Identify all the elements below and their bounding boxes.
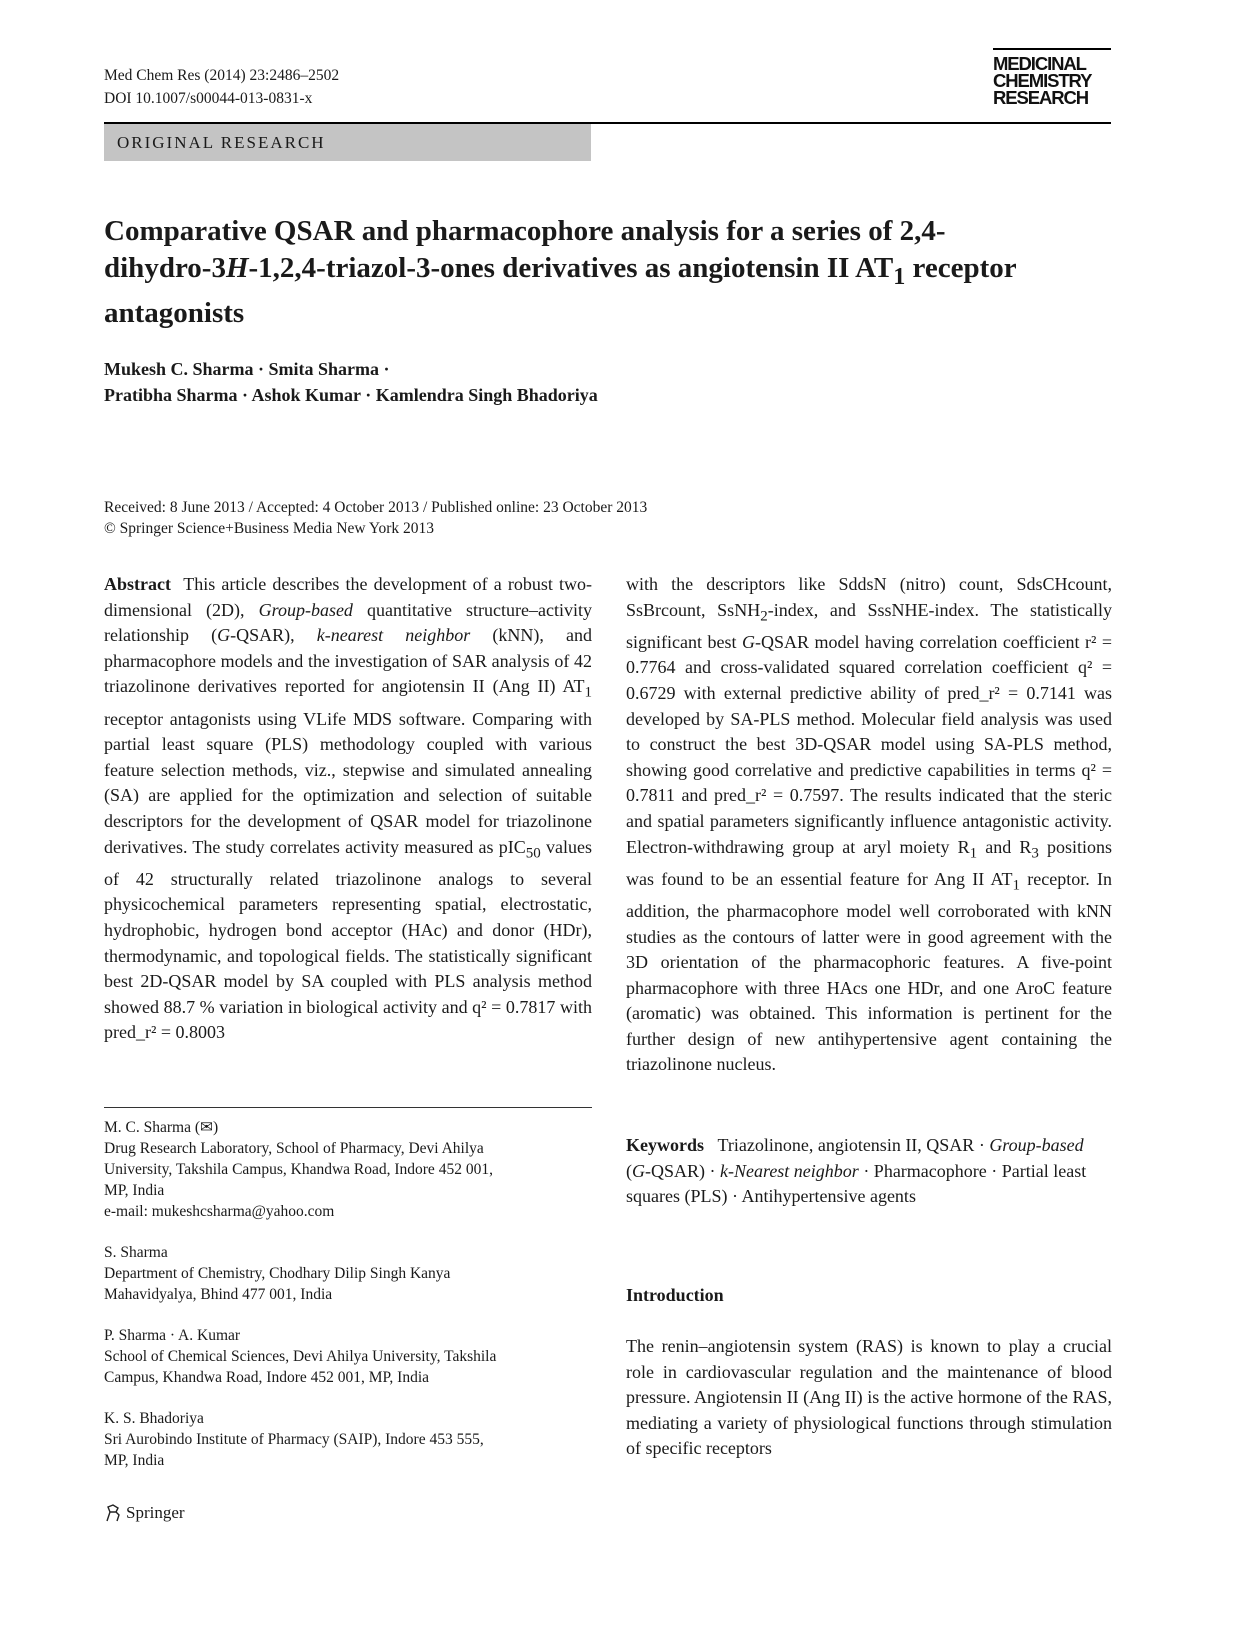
publisher-footer xyxy=(104,1503,185,1523)
keyword-text: Triazolinone, angiotensin II, QSAR · xyxy=(717,1135,990,1155)
abstract-text: receptor antagonists using VLife MDS software. Comparing with partial least square (PLS) methodology coupled with various feature selection methods, viz., stepwise and simulated annealing (SA) are applied for the optimization and selection of suitable descriptors for the development of QSAR model for triazolinone derivatives. The study correlates activity measured as pIC xyxy=(104,708,592,857)
publisher-name: Springer xyxy=(126,1503,185,1522)
keyword-text: ( xyxy=(626,1160,632,1181)
affiliation-line: University, Takshila Campus, Khandwa Road, Indore 452 001, xyxy=(104,1161,493,1178)
keywords xyxy=(626,1133,1112,1210)
abstract-text: (kNN), and pharmacophore models and the investigation of SAR analysis of 42 triazolinone derivatives reported for angiotensin II (Ang II) AT xyxy=(104,625,592,697)
author-list xyxy=(104,356,598,408)
abstract-text: receptor. In addition, the pharmacophore model well corroborated with kNN studies as the contours of latter were in good agreement with the 3D orientation of the pharmacophoric features. A five-point pharmacophore with three HAcs one HDr, and one AroC feature (aromatic) was obtained. This information is pertinent for the further design of new antihypertensive agent containing the triazolinone nucleus. xyxy=(626,868,1112,1075)
abstract-text: -index, and SssNHE-index. The statistically significant best xyxy=(626,599,1112,652)
affiliation-line: MP, India xyxy=(104,1182,165,1199)
affiliation-divider xyxy=(104,1107,592,1108)
abstract-subscript: 2 xyxy=(760,608,768,625)
affiliation-name: P. Sharma · A. Kumar xyxy=(104,1327,241,1344)
abstract-subscript: 3 xyxy=(1031,845,1039,862)
abstract-subscript: 1 xyxy=(969,845,978,862)
logo-line: RESEARCH xyxy=(993,87,1089,108)
affiliation-block xyxy=(104,1242,592,1305)
abstract-text: -QSAR), xyxy=(230,625,317,646)
article-title xyxy=(104,213,1024,332)
affiliation-block xyxy=(104,1408,592,1471)
abstract-italic: k-nearest neighbor xyxy=(316,625,471,646)
introduction-text: The renin–angiotensin system (RAS) is known to play a crucial role in cardiovascular regulation and the maintenance of blood pressure. Angiotensin II (Ang II) is the active hormone of the RAS, mediating a variety of physiological functions through stimulation of specific receptors xyxy=(626,1336,1112,1459)
authors-line: Mukesh C. Sharma · Smita Sharma · xyxy=(104,359,390,379)
keyword-text: -QSAR) · xyxy=(645,1160,720,1181)
title-italic: H xyxy=(225,252,249,284)
keyword-text: · Pharmacophore · Partial least squares (PLS) · Antihypertensive agents xyxy=(626,1160,1087,1207)
introduction-heading: Introduction xyxy=(626,1285,724,1305)
affiliation-line: Mahavidyalya, Bhind 477 001, India xyxy=(104,1286,333,1303)
abstract-text: and R xyxy=(977,836,1032,857)
authors-line: Pratibha Sharma · Ashok Kumar · Kamlendra Singh Bhadoriya xyxy=(104,385,598,405)
affiliation-email[interactable]: e-mail: mukeshcsharma@yahoo.com xyxy=(104,1203,335,1220)
title-subscript: 1 xyxy=(893,262,906,290)
keyword-italic: G xyxy=(632,1160,645,1181)
affiliation-line: Drug Research Laboratory, School of Pharmacy, Devi Ahilya xyxy=(104,1140,484,1157)
abstract-text: values of 42 structurally related triazolinone analogs to several physicochemical parameters representing spatial, electrostatic, hydrophobic, hydrogen bond acceptor (HAc) and donor (HDr), thermodynamic, and topological fields. The statistically significant best 2D-QSAR model by SA coupled with PLS analysis method showed 88.7 % variation in biological activity and q² = 0.7817 with pred_r² = 0.8003 xyxy=(104,836,593,1043)
doi-line: DOI 10.1007/s00044-013-0831-x xyxy=(104,90,313,107)
keyword-italic: k-Nearest neighbor xyxy=(720,1160,859,1181)
affiliation-line: MP, India xyxy=(104,1452,165,1469)
abstract-right-column xyxy=(626,572,1112,1078)
abstract-subscript: 1 xyxy=(1012,877,1020,894)
logo-line: MEDICINAL xyxy=(993,53,1086,74)
abstract-text: -QSAR model having correlation coefficient r² = 0.7764 and cross-validated squared correlation coefficient q² = 0.6729 with external predictive ability of pred_r² = 0.7141 was developed by SA-PLS method. Molecular field analysis was used to construct the best 3D-QSAR model using SA-PLS method, showing good correlative and predictive capabilities in terms q² = 0.7811 and pred_r² = 0.7597. The results indicated that the steric and spatial parameters significantly influence antagonistic activity. Electron-withdrawing group at aryl moiety R xyxy=(626,631,1112,857)
journal-citation xyxy=(104,64,339,110)
affiliation-line: Department of Chemistry, Chodhary Dilip Singh Kanya xyxy=(104,1265,451,1282)
affiliation-line: School of Chemical Sciences, Devi Ahilya University, Takshila xyxy=(104,1348,497,1365)
abstract-text: This article describes the development of a robust two-dimensional (2D), xyxy=(104,574,592,620)
citation-line: Med Chem Res (2014) 23:2486–2502 xyxy=(104,67,340,84)
publication-history xyxy=(104,497,647,539)
dates-line: Received: 8 June 2013 / Accepted: 4 October 2013 / Published online: 23 October 2013 xyxy=(104,499,648,516)
abstract-text: quantitative structure–activity relationship ( xyxy=(104,599,592,646)
affiliation-block xyxy=(104,1325,592,1388)
affiliation-name: S. Sharma xyxy=(104,1244,168,1261)
abstract-italic: G xyxy=(217,625,231,646)
affiliation-name: K. S. Bhadoriya xyxy=(104,1410,204,1427)
affiliation-line: Sri Aurobindo Institute of Pharmacy (SAIP), Indore 453 555, xyxy=(104,1431,484,1448)
affiliation-block xyxy=(104,1117,592,1222)
abstract-text: with the descriptors like SddsN (nitro) count, SdsCHcount, SsBrcount, SsNH xyxy=(626,574,1112,620)
abstract-italic: Group-based xyxy=(258,599,353,620)
abstract-label: Abstract xyxy=(104,574,171,594)
title-text: -1,2,4-triazol-3-ones derivatives as angiotensin II AT xyxy=(248,252,894,284)
journal-logo xyxy=(993,48,1111,106)
copyright-line: © Springer Science+Business Media New York 2013 xyxy=(104,520,435,537)
keyword-italic: Group-based xyxy=(989,1135,1084,1155)
affiliation-name: M. C. Sharma (✉) xyxy=(104,1119,219,1136)
abstract-italic: G xyxy=(741,631,755,652)
abstract-subscript: 1 xyxy=(584,684,592,701)
keywords-label: Keywords xyxy=(626,1135,704,1155)
abstract-text: positions was found to be an essential feature for Ang II AT xyxy=(626,836,1113,889)
title-text: receptor antagonists xyxy=(104,252,1017,329)
affiliations xyxy=(104,1117,592,1491)
abstract-left-column xyxy=(104,572,592,1046)
affiliation-line: Campus, Khandwa Road, Indore 452 001, MP, India xyxy=(104,1369,430,1386)
section-label: ORIGINAL RESEARCH xyxy=(104,124,591,161)
springer-horse-icon xyxy=(104,1503,122,1523)
logo-line: CHEMISTRY xyxy=(993,70,1092,91)
abstract-subscript: 50 xyxy=(525,845,541,862)
title-text: Comparative QSAR and pharmacophore analysis for a series of 2,4-dihydro-3 xyxy=(104,215,946,284)
